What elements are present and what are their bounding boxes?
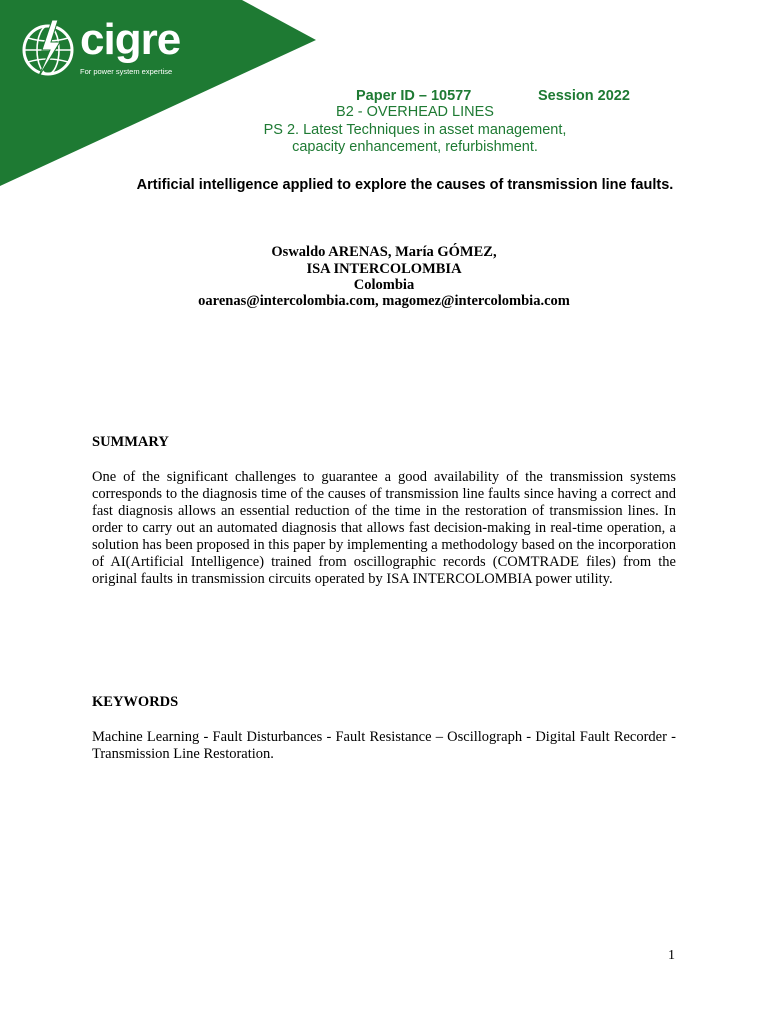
author-organization: ISA INTERCOLOMBIA (306, 261, 462, 277)
page-number: 1 (668, 948, 675, 963)
summary-text: One of the significant challenges to guarantee a good availability of the transmission systems corresponds to the diagnosis time of the causes of transmission line faults since having a correct and fast diagnosis allows an essential reduction of the time in the restoration of transmission lines. In order to carry out an automated diagnosis that allows fast decision-making in real-time operation, a solution has been proposed in this paper by implementing a methodology based on the incorporation of AI(Artificial Intelligence) trained from oscillographic records (COMTRADE files) from the original faults in transmission circuits operated by ISA INTERCOLOMBIA power utility. (92, 469, 676, 587)
paper-title: Artificial intelligence applied to explore the causes of transmission line faults. (136, 177, 674, 193)
preferential-subject-line2: capacity enhancement, refurbishment. (292, 139, 538, 155)
study-committee: B2 - OVERHEAD LINES (336, 104, 494, 120)
logo-wordmark: cigre (80, 15, 181, 64)
preferential-subject-line1: PS 2. Latest Techniques in asset management, (263, 122, 567, 138)
keywords-text: Machine Learning - Fault Disturbances - Fault Resistance – Oscillograph - Digital Fault Recorder - Transmission Line Restoration. (92, 729, 676, 762)
keywords-heading: KEYWORDS (92, 694, 179, 710)
author-country: Colombia (353, 277, 415, 293)
paper-id: Paper ID – 10577 (356, 88, 472, 104)
author-names: Oswaldo ARENAS, María GÓMEZ, (271, 244, 497, 260)
session: Session 2022 (538, 88, 630, 104)
author-emails: oarenas@intercolombia.com, magomez@intercolombia.com (198, 293, 570, 309)
globe-lightning-icon (22, 20, 74, 78)
summary-heading: SUMMARY (92, 434, 169, 450)
cigre-logo (22, 15, 192, 82)
logo-tagline: For power system expertise (80, 67, 173, 76)
